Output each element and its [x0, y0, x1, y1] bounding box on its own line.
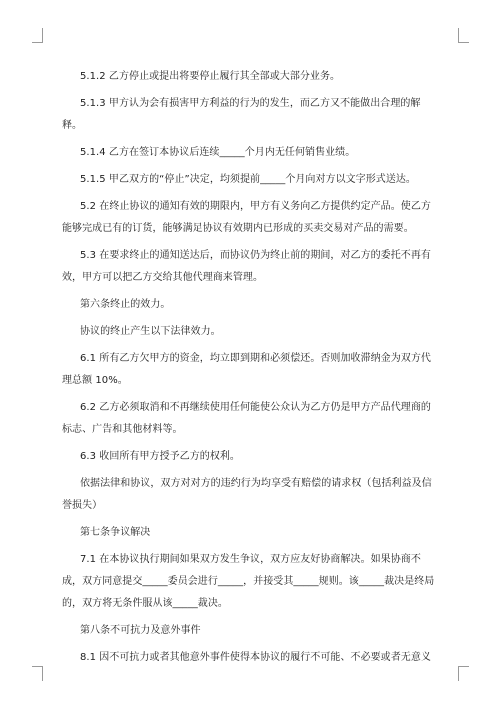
paragraph-8-1: 8.1 因不可抗力或者其他意外事件使得本协议的履行不可能、不必要或者无意义 — [80, 652, 431, 663]
paragraph-5-1-2: 5.1.2 乙方停止或提出将要停止履行其全部或大部分业务。 — [80, 71, 341, 82]
crop-mark-top-right — [458, 28, 469, 43]
heading-article-6: 第六条终止的效力。 — [80, 299, 171, 310]
document-body — [62, 66, 440, 674]
heading-article-7: 第七条争议解决 — [80, 527, 151, 538]
heading-article-8: 第八条不可抗力及意外事件 — [80, 625, 201, 636]
crop-mark-top-left — [32, 28, 43, 43]
paragraph-compensation: 依据法律和协议，双方对对方的违约行为均享受有赔偿的请求权（包括利益及信誉损失） — [62, 478, 432, 511]
paragraph-termination-effect: 协议的终止产生以下法律效力。 — [80, 326, 221, 337]
paragraph-5-1-3: 5.1.3 甲方认为会有损害甲方利益的行为的发生，而乙方又不能做出合理的解释。 — [62, 98, 421, 131]
paragraph-5-1-5: 5.1.5 甲乙双方的“停止”决定，均须提前_____个月向对方以文字形式送达。 — [80, 174, 416, 185]
paragraph-5-2: 5.2 在终止协议的通知有效的期限内，甲方有义务向乙方提供约定产品。使乙方能够完成已有的订货，能够满足协议有效期内已形成的买卖交易对产品的需要。 — [62, 201, 431, 234]
crop-mark-bottom-left — [32, 666, 43, 681]
crop-mark-bottom-right — [458, 666, 469, 681]
paragraph-6-2: 6.2 乙方必须取消和不再继续使用任何能使公众认为乙方仍是甲方产品代理商的标志、广告和其他材料等。 — [62, 402, 431, 435]
paragraph-5-3: 5.3 在要求终止的通知送达后，而协议仍为终止前的期间，对乙方的委托不再有效，甲方可以把乙方交给其他代理商来管理。 — [62, 250, 431, 283]
paragraph-6-3: 6.3 收回所有甲方授予乙方的权利。 — [80, 451, 240, 462]
paragraph-7-1: 7.1 在本协议执行期间如果双方发生争议，双方应友好协商解决。如果协商不成，双方同意提交_____委员会进行_____，并接受其_____规则。该_____裁决是终局的，双方将无条件服从该_____裁决。 — [62, 554, 435, 609]
paragraph-5-1-4: 5.1.4 乙方在签订本协议后连续_____个月内无任何销售业绩。 — [80, 147, 356, 158]
paragraph-6-1: 6.1 所有乙方欠甲方的资金，均立即到期和必须偿还。否则加收滞纳金为双方代理总额 10%。 — [62, 353, 431, 386]
